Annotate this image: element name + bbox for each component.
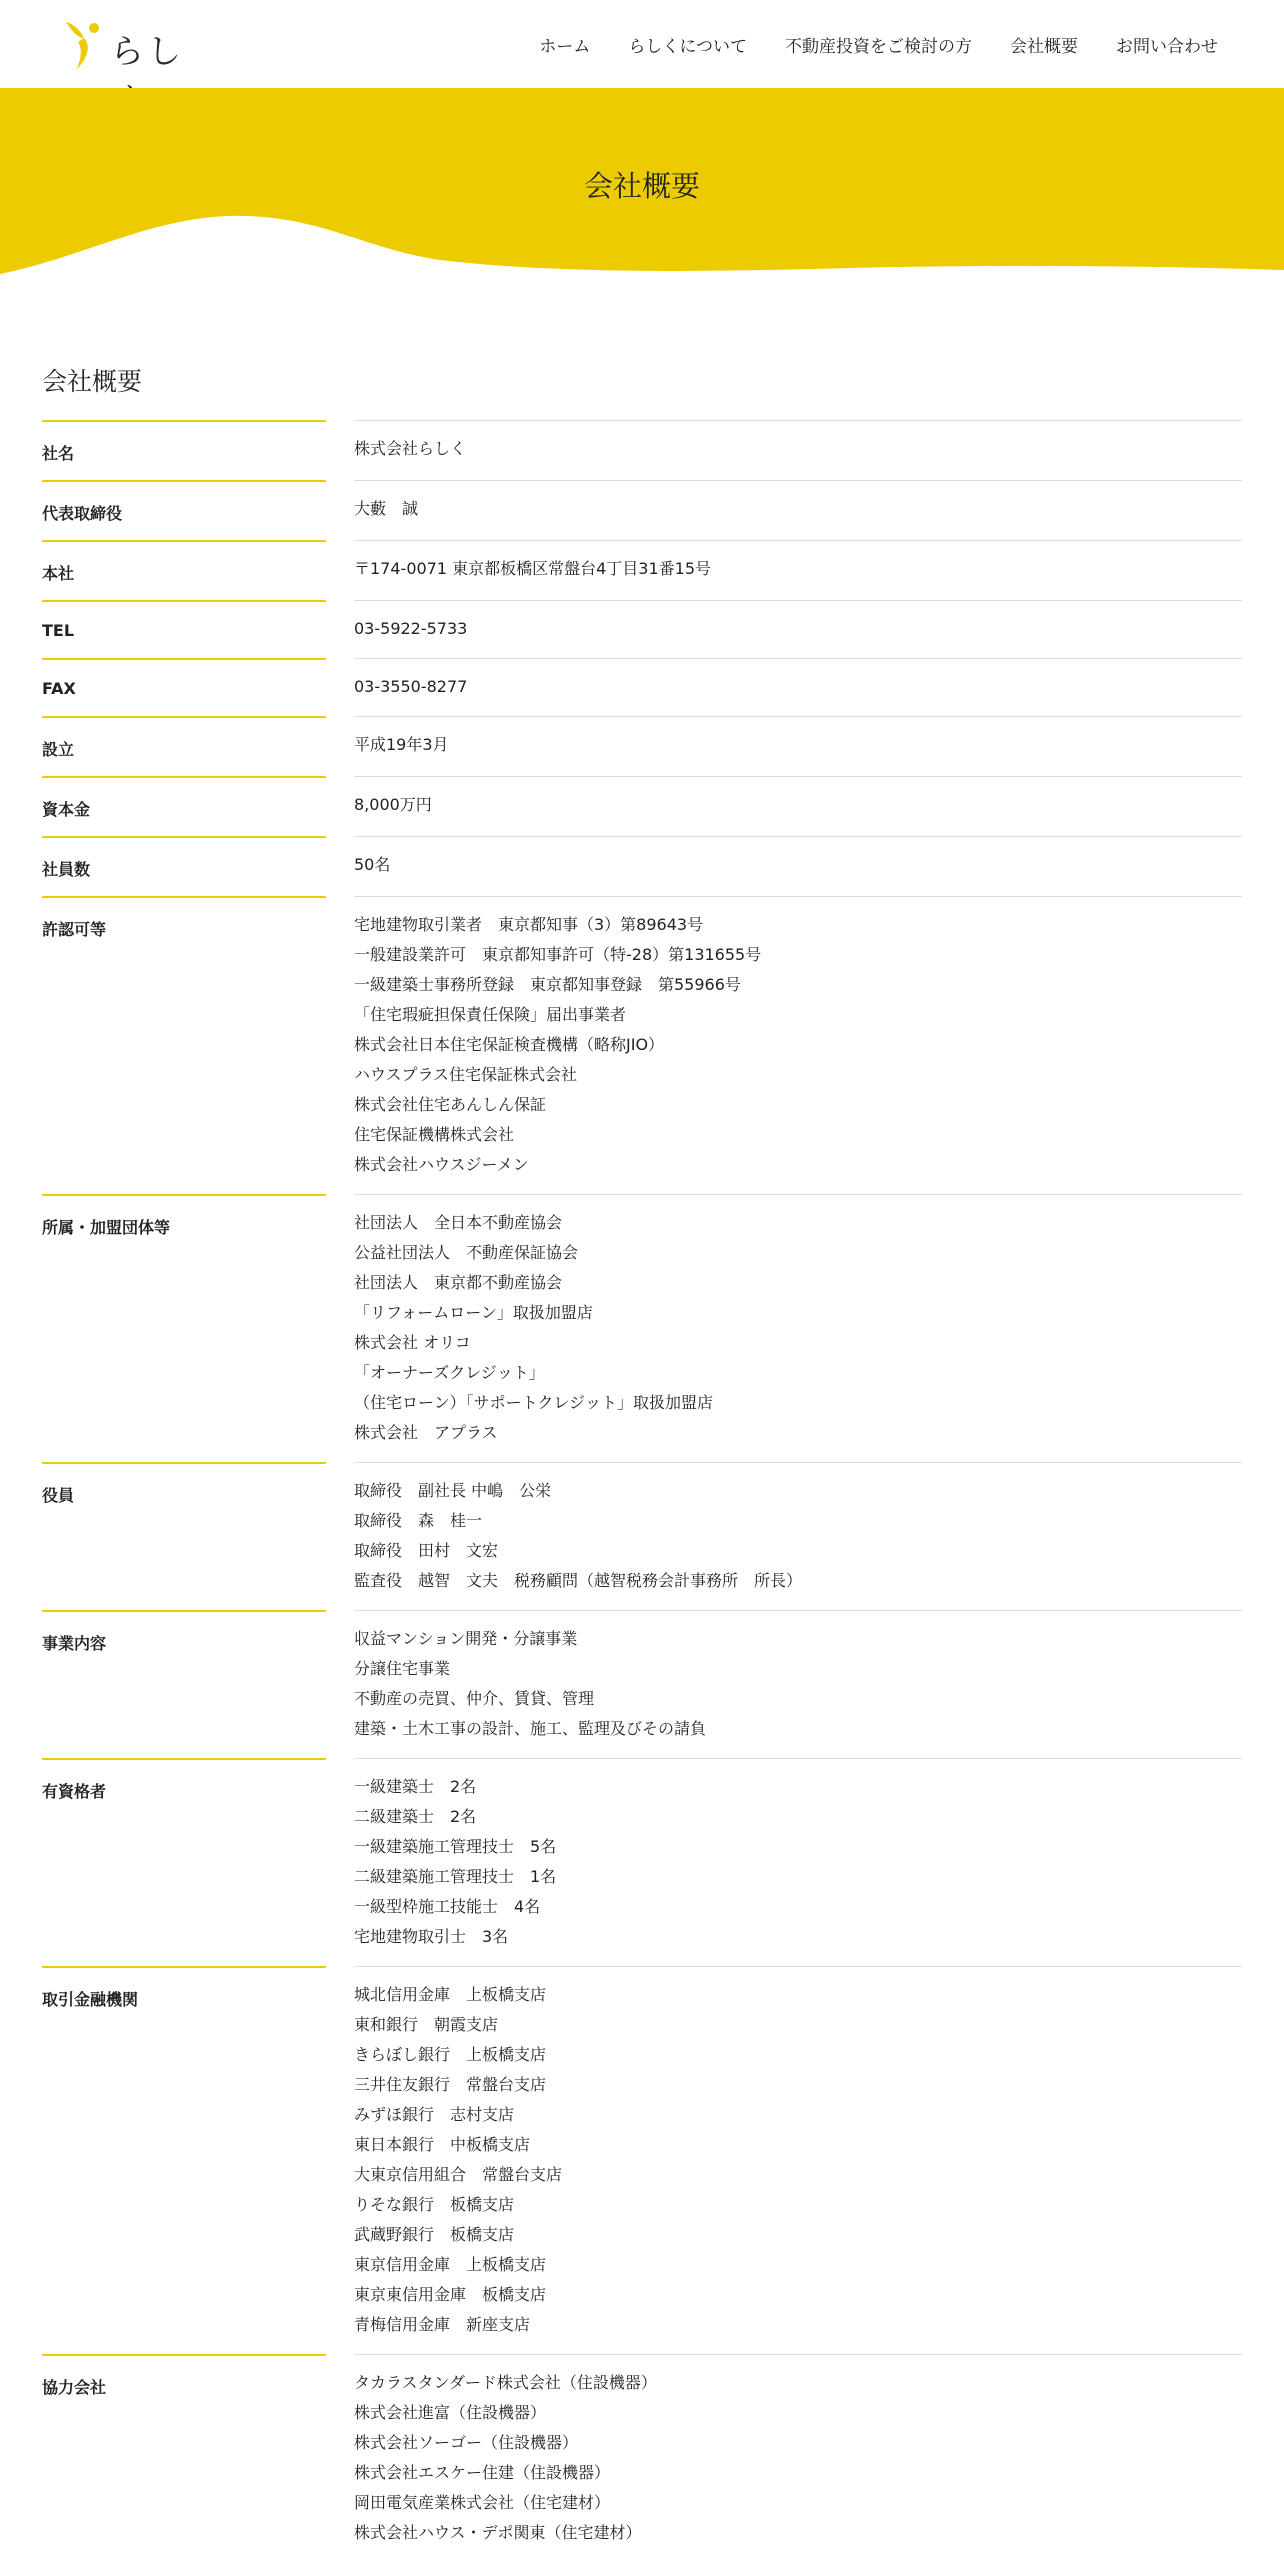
nav-item-about[interactable]: らしくについて (628, 37, 747, 57)
hero-banner (0, 88, 1284, 288)
table-row (42, 1610, 1242, 1758)
row-value-line: 平成19年3月 (354, 735, 449, 754)
row-value (354, 658, 1242, 716)
row-value-line: 一級型枠施工技能士 4名 (354, 1897, 541, 1916)
row-value-line: 監査役 越智 文夫 税務顧問（越智税務会計事務所 所長） (354, 1571, 803, 1590)
table-row (42, 896, 1242, 1194)
nav-item-contact[interactable]: お問い合わせ (1116, 37, 1218, 57)
row-value (354, 836, 1242, 896)
table-row (42, 480, 1242, 540)
table-row (42, 420, 1242, 480)
row-value-line: 株式会社エスケー住建（住設機器） (354, 2463, 611, 2482)
row-label: 設立 (42, 716, 326, 776)
row-value-line: 社団法人 全日本不動産協会 (354, 1213, 563, 1232)
row-label: TEL (42, 600, 326, 658)
row-value-line: 二級建築施工管理技士 1名 (354, 1867, 557, 1886)
row-label: 事業内容 (42, 1610, 326, 1758)
table-row (42, 1194, 1242, 1462)
table-row (42, 2354, 1242, 2562)
row-value-line: 取締役 森 桂一 (354, 1511, 483, 1530)
row-label: 許認可等 (42, 896, 326, 1194)
row-value-line: 分譲住宅事業 (354, 1659, 451, 1678)
row-label: 協力会社 (42, 2354, 326, 2562)
row-value-line: 宅地建物取引業者 東京都知事（3）第89643号 (354, 915, 704, 934)
row-value-line: 〒174-0071 東京都板橋区常盤台4丁目31番15号 (354, 559, 712, 578)
table-row (42, 600, 1242, 658)
row-value (354, 1462, 1242, 1610)
row-value-line: 社団法人 東京都不動産協会 (354, 1273, 563, 1292)
row-value-line: 50名 (354, 855, 391, 874)
row-value (354, 1758, 1242, 1966)
row-value-line: 東京東信用金庫 板橋支店 (354, 2285, 547, 2304)
row-value-line: 株式会社らしく (354, 439, 467, 458)
row-value (354, 1194, 1242, 1462)
row-value-line: 一級建築士事務所登録 東京都知事登録 第55966号 (354, 975, 741, 994)
row-label: 有資格者 (42, 1758, 326, 1966)
row-value-line: タカラスタンダード株式会社（住設機器） (354, 2373, 657, 2392)
nav-item-company[interactable]: 会社概要 (1010, 37, 1078, 57)
row-label: 代表取締役 (42, 480, 326, 540)
row-value (354, 2354, 1242, 2562)
row-value-line: 株式会社住宅あんしん保証 (354, 1095, 547, 1114)
row-label: 所属・加盟団体等 (42, 1194, 326, 1462)
section-title: 会社概要 (42, 367, 143, 396)
row-value-line: みずほ銀行 志村支店 (354, 2105, 515, 2124)
site-logo[interactable] (60, 18, 210, 74)
row-value-line: きらぼし銀行 上板橋支店 (354, 2045, 547, 2064)
row-value-line: 収益マンション開発・分譲事業 (354, 1629, 578, 1648)
row-value-line: 大藪 誠 (354, 499, 419, 518)
row-value (354, 776, 1242, 836)
row-value-line: 宅地建物取引士 3名 (354, 1927, 509, 1946)
row-value-line: 株式会社 オリコ (354, 1333, 471, 1352)
table-row (42, 716, 1242, 776)
row-value-line: 大東京信用組合 常盤台支店 (354, 2165, 563, 2184)
row-value (354, 600, 1242, 658)
row-value-line: 三井住友銀行 常盤台支店 (354, 2075, 547, 2094)
nav-item-home[interactable]: ホーム (539, 37, 591, 57)
row-value-line: 「リフォームローン」取扱加盟店 (354, 1303, 593, 1322)
row-value-line: 住宅保証機構株式会社 (354, 1125, 515, 1144)
row-label: 資本金 (42, 776, 326, 836)
row-value-line: 青梅信用金庫 新座支店 (354, 2315, 531, 2334)
row-value-line: 株式会社ハウスジーメン (354, 1155, 529, 1174)
row-value-line: 東日本銀行 中板橋支店 (354, 2135, 531, 2154)
row-value-line: りそな銀行 板橋支店 (354, 2195, 515, 2214)
main-nav (539, 32, 1218, 57)
nav-item-investment[interactable]: 不動産投資をご検討の方 (785, 37, 972, 57)
row-value-line: 「オーナーズクレジット」 (354, 1363, 545, 1382)
row-value-line: 株式会社 アプラス (354, 1423, 498, 1442)
row-value-line: 公益社団法人 不動産保証協会 (354, 1243, 579, 1262)
logo-mark-icon (60, 18, 106, 72)
row-value-line: 東和銀行 朝霞支店 (354, 2015, 499, 2034)
row-label: FAX (42, 658, 326, 716)
row-value-line: 一級建築施工管理技士 5名 (354, 1837, 557, 1856)
table-row (42, 540, 1242, 600)
row-value-line: 武蔵野銀行 板橋支店 (354, 2225, 515, 2244)
row-value-line: ハウスプラス住宅保証株式会社 (354, 1065, 578, 1084)
row-label: 取引金融機関 (42, 1966, 326, 2354)
row-value-line: 03-3550-8277 (354, 677, 468, 696)
table-row (42, 776, 1242, 836)
row-value-line: 株式会社ソーゴー（住設機器） (354, 2433, 579, 2452)
row-value-line: 一般建設業許可 東京都知事許可（特-28）第131655号 (354, 945, 762, 964)
row-value-line: 株式会社進富（住設機器） (354, 2403, 547, 2422)
row-value-line: 株式会社ハウス・デポ関東（住宅建材） (354, 2523, 642, 2542)
row-value (354, 480, 1242, 540)
row-value (354, 896, 1242, 1194)
row-value-line: 岡田電気産業株式会社（住宅建材） (354, 2493, 611, 2512)
row-value-line: 東京信用金庫 上板橋支店 (354, 2255, 547, 2274)
row-value-line: 二級建築士 2名 (354, 1807, 477, 1826)
table-row (42, 1462, 1242, 1610)
row-value-line: 「住宅瑕疵担保責任保険」届出事業者 (354, 1005, 627, 1024)
row-label: 社員数 (42, 836, 326, 896)
row-value-line: 8,000万円 (354, 795, 432, 814)
company-info-table (42, 420, 1242, 2562)
table-row (42, 658, 1242, 716)
row-value (354, 540, 1242, 600)
row-value (354, 1966, 1242, 2354)
row-value (354, 716, 1242, 776)
row-label: 本社 (42, 540, 326, 600)
row-value-line: 株式会社日本住宅保証検査機構（略称JIO） (354, 1035, 665, 1054)
row-value-line: 取締役 田村 文宏 (354, 1541, 499, 1560)
row-value-line: （住宅ローン）「サポートクレジット」取扱加盟店 (354, 1393, 713, 1412)
row-value-line: 一級建築士 2名 (354, 1777, 477, 1796)
row-value-line: 不動産の売買、仲介、賃貸、管理 (354, 1689, 595, 1708)
row-value-line: 建築・土木工事の設計、施工、監理及びその請負 (354, 1719, 707, 1738)
row-label: 社名 (42, 420, 326, 480)
row-value-line: 03-5922-5733 (354, 619, 468, 638)
table-row (42, 836, 1242, 896)
table-row (42, 1966, 1242, 2354)
row-value-line: 城北信用金庫 上板橋支店 (354, 1985, 547, 2004)
hero-title: 会社概要 (583, 169, 700, 203)
row-value-line: 取締役 副社長 中嶋 公栄 (354, 1481, 552, 1500)
row-value (354, 420, 1242, 480)
site-header (0, 0, 1284, 88)
table-row (42, 1758, 1242, 1966)
row-value (354, 1610, 1242, 1758)
row-label: 役員 (42, 1462, 326, 1610)
logo-text: らし (110, 32, 184, 72)
